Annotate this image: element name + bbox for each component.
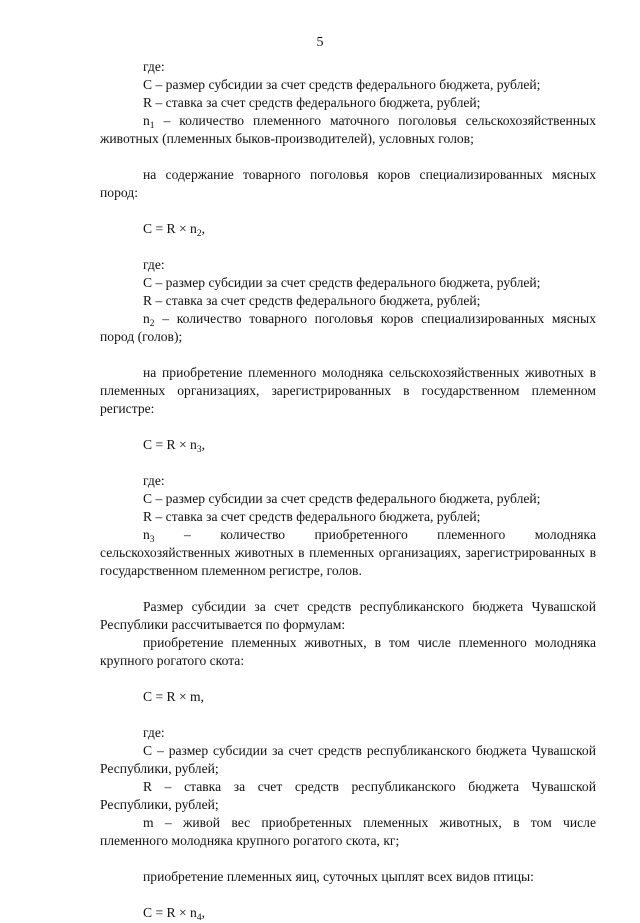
paragraph	[100, 256, 596, 274]
text-segment: C = R × n	[143, 221, 197, 236]
paragraph	[100, 472, 596, 490]
document-body	[100, 58, 596, 922]
text-segment: ,	[201, 221, 206, 236]
paragraph	[100, 778, 596, 814]
paragraph	[100, 526, 596, 580]
text-segment: n	[143, 527, 150, 542]
paragraph	[100, 274, 596, 292]
paragraph-text: R – ставка за счет средств федерального бюджета, рублей;	[143, 293, 481, 308]
formula	[100, 436, 596, 454]
formula	[100, 904, 596, 922]
paragraph	[100, 508, 596, 526]
subscript: 4	[196, 913, 202, 923]
paragraph-text: С – размер субсидии за счет средств республиканского бюджета Чувашской Республики, рублей;	[100, 743, 596, 776]
paragraph-text: на содержание товарного поголовья коров специализированных мясных пород:	[100, 167, 596, 200]
subscript: 2	[149, 319, 155, 329]
paragraph-text: m – живой вес приобретенных племенных животных, в том числе племенного молодняка крупного рогатого скота, кг;	[100, 815, 596, 848]
blank-line	[100, 346, 596, 364]
paragraph	[100, 598, 596, 634]
subscript: 2	[196, 229, 202, 239]
paragraph-text: R – ставка за счет средств федерального бюджета, рублей;	[143, 509, 481, 524]
text-segment: – количество товарного поголовья коров специализированных мясных пород (голов);	[100, 311, 596, 344]
blank-line	[100, 886, 596, 904]
paragraph-text: С – размер субсидии за счет средств федерального бюджета, рублей;	[143, 77, 541, 92]
paragraph	[100, 292, 596, 310]
paragraph-text: Размер субсидии за счет средств республиканского бюджета Чувашской Республики рассчитывается по формулам:	[100, 599, 596, 632]
text-segment: – количество племенного маточного поголовья сельскохозяйственных животных (племенных быков-производителей), условных голов;	[100, 113, 596, 146]
paragraph	[100, 166, 596, 202]
paragraph-text: С – размер субсидии за счет средств федерального бюджета, рублей;	[143, 491, 541, 506]
paragraph-text: R – ставка за счет средств федерального бюджета, рублей;	[143, 95, 481, 110]
blank-line	[100, 202, 596, 220]
blank-line	[100, 580, 596, 598]
paragraph-text: R – ставка за счет средств республиканского бюджета Чувашской Республики, рублей;	[100, 779, 596, 812]
blank-line	[100, 238, 596, 256]
paragraph-text: приобретение племенных яиц, суточных цыплят всех видов птицы:	[143, 869, 534, 884]
paragraph	[100, 112, 596, 148]
blank-line	[100, 418, 596, 436]
paragraph	[100, 868, 596, 886]
formula	[100, 220, 596, 238]
paragraph	[100, 76, 596, 94]
subscript: 3	[196, 445, 202, 455]
page-number: 5	[316, 35, 324, 50]
paragraph-text: на приобретение племенного молодняка сельскохозяйственных животных в племенных организациях, зарегистрированных в государственном племенном регистре:	[100, 365, 596, 416]
subscript: 1	[149, 121, 155, 131]
paragraph	[100, 58, 596, 76]
text-segment: C = R × n	[143, 905, 197, 920]
blank-line	[100, 454, 596, 472]
subscript: 3	[149, 535, 155, 545]
blank-line	[100, 148, 596, 166]
formula	[100, 688, 596, 706]
text-segment: C = R × m,	[143, 689, 205, 704]
paragraph-text: где:	[143, 473, 165, 488]
paragraph	[100, 724, 596, 742]
paragraph	[100, 634, 596, 670]
text-segment: n	[143, 113, 150, 128]
paragraph	[100, 490, 596, 508]
paragraph	[100, 742, 596, 778]
text-segment: – количество приобретенного племенного молодняка сельскохозяйственных животных в племенных организациях, зарегистрированных в государственном племенном регистре, голов.	[100, 527, 596, 578]
paragraph-text: приобретение племенных животных, в том числе племенного молодняка крупного рогатого скота:	[100, 635, 596, 668]
paragraph	[100, 814, 596, 850]
text-segment: C = R × n	[143, 437, 197, 452]
text-segment: ,	[201, 437, 206, 452]
blank-line	[100, 706, 596, 724]
text-segment: ,	[201, 905, 206, 920]
paragraph	[100, 94, 596, 112]
paragraph-text: где:	[143, 725, 165, 740]
paragraph-text: где:	[143, 257, 165, 272]
paragraph-text: С – размер субсидии за счет средств федерального бюджета, рублей;	[143, 275, 541, 290]
text-segment: n	[143, 311, 150, 326]
paragraph-text: где:	[143, 59, 165, 74]
blank-line	[100, 670, 596, 688]
paragraph	[100, 364, 596, 418]
blank-line	[100, 850, 596, 868]
paragraph	[100, 310, 596, 346]
